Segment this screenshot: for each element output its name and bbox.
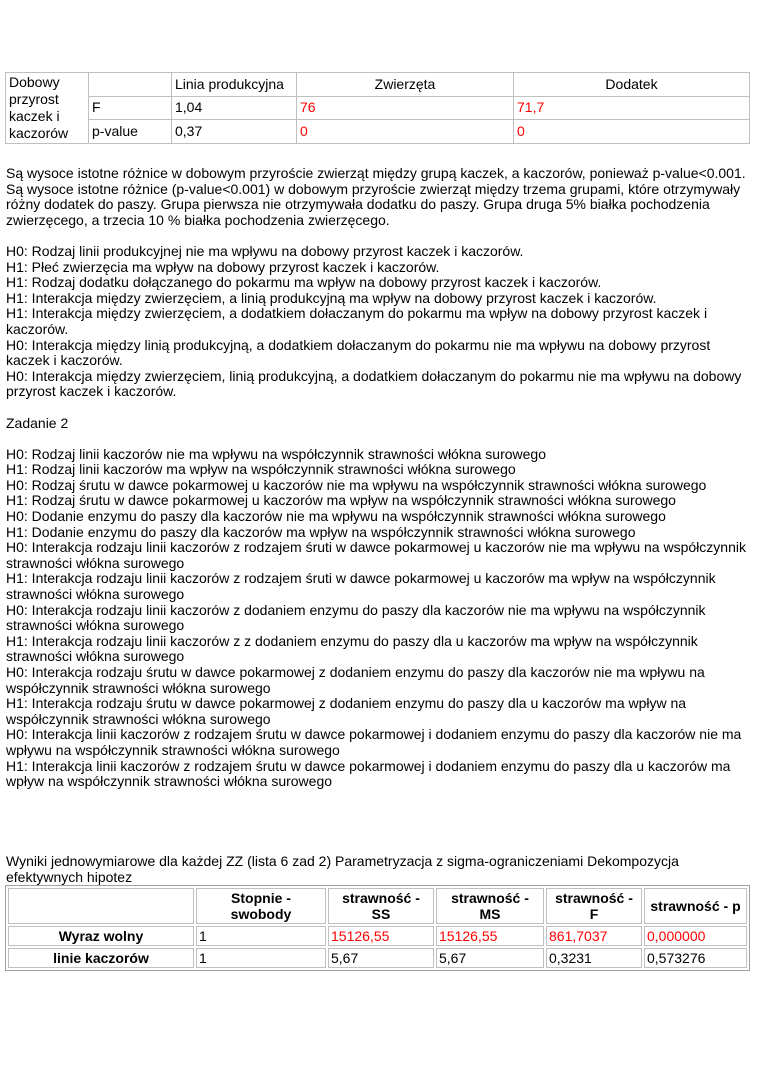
section-title: Zadanie 2 [6,414,69,431]
header-ss: strawność - SS [328,888,434,924]
hypothesis: H1: Interakcja rodzaju linii kaczorów z rodzajem śruti w dawce pokarmowej u kaczorów ma wpływ na współczynnik strawności włókna surowego [6,570,716,603]
table-header-row [6,73,750,97]
hypothesis: H1: Rodzaj dodatku dołączanego do pokarmu ma wpływ na dobowy przyrost kaczek i kaczorów. [6,274,602,291]
hypothesis: H0: Rodzaj śrutu w dawce pokarmowej u kaczorów nie ma wpływu na współczynnik strawności włókna surowego [6,476,707,493]
table-cell: 0,573276 [644,948,747,968]
hypothesis: H1: Interakcja rodzaju linii kaczorów z z dodaniem enzymu do paszy dla u kaczorów ma wpływ na współczynnik strawności włókna surowego [6,632,698,665]
table-cell: 0,3231 [546,948,642,968]
paragraph: Są wysoce istotne różnice (p-value<0.001) w dobowym przyroście zwierząt między trzema grupami, które otrzymywały różny dodatek do paszy. Grupa pierwsza nie otrzymywała dodatku do paszy. Grupa druga 5% białka pochodzenia zwierzęcego, a trzecia 10 % białka pochodzenia zwierzęcego. [6,180,741,228]
table-cell-highlight: 861,7037 [546,926,642,946]
header-linia-produkcyjna: Linia produkcyjna [172,73,297,97]
hypothesis: H0: Interakcja linii kaczorów z rodzajem śrutu w dawce pokarmowej i dodaniem enzymu do paszy dla kaczorów nie ma wpływu na współczynnik strawności włókna surowego [6,726,742,758]
header-ms: strawność - MS [436,888,544,924]
row-label: F [89,96,172,120]
table-cell: 0,37 [172,120,297,144]
header-f: strawność - F [546,888,642,924]
hypothesis: H1: Interakcja między zwierzęciem, a dodatkiem dołaczanym do pokarmu ma wpływ na dobowy przyrost kaczek i kaczorów. [6,305,708,337]
header-p: strawność - p [644,888,747,924]
table-row [8,926,747,946]
results-table [5,885,750,971]
table-cell-highlight: 0 [297,120,514,144]
hypothesis: H0: Interakcja rodzaju śrutu w dawce pokarmowej z dodaniem enzymu do paszy dla kaczorów nie ma wpływu na współczynnik strawności włókna surowego [6,664,705,696]
hypothesis: H0: Dodanie enzymu do paszy dla kaczorów nie ma wpływu na współczynnik strawności włókna surowego [6,508,666,525]
table-cell: 5,67 [328,948,434,968]
hypothesis: H0: Rodzaj linii kaczorów nie ma wpływu na współczynnik strawności włókna surowego [6,445,547,462]
hypothesis: H1: Rodzaj śrutu w dawce pokarmowej u kaczorów ma wpływ na współczynnik strawności włókna surowego [6,492,676,509]
hypothesis: H1: Interakcja rodzaju śrutu w dawce pokarmowej z dodaniem enzymu do paszy dla u kaczorów ma wpływ na współczynnik strawności włókna surowego [6,695,687,727]
hypothesis: H0: Rodzaj linii produkcyjnej nie ma wpływu na dobowy przyrost kaczek i kaczorów. [6,242,524,259]
body-text [6,166,746,790]
hypothesis: H1: Interakcja między zwierzęciem, a linią produkcyjną ma wpływ na dobowy przyrost kaczek i kaczorów. [6,289,657,306]
table-cell-highlight: 0,000000 [644,926,747,946]
header-dodatek: Dodatek [514,73,750,97]
anova-summary-table [5,72,750,144]
paragraph: Są wysoce istotne różnice w dobowym przyroście zwierząt między grupą kaczek, a kaczorów, ponieważ p-value<0.001. [6,165,746,181]
merged-row-label: Dobowy przyrost kaczek i kaczorów [6,73,89,144]
table-row [6,96,750,120]
row-label: linie kaczorów [8,948,194,968]
row-label: p-value [89,120,172,144]
table-cell-highlight: 76 [297,96,514,120]
table-cell: 1 [196,926,326,946]
hypothesis: H0: Interakcja rodzaju linii kaczorów z rodzajem śruti w dawce pokarmowej u kaczorów nie ma wpływu na współczynnik strawności włókna surowego [6,539,746,571]
table-cell-highlight: 0 [514,120,750,144]
empty-header-cell [89,73,172,97]
hypothesis: H1: Dodanie enzymu do paszy dla kaczorów ma wpływ na współczynnik strawności włókna surowego [6,523,636,540]
table-cell: 1,04 [172,96,297,120]
row-label: Wyraz wolny [8,926,194,946]
header-stopnie-swobody: Stopnie - swobody [196,888,326,924]
table-cell: 5,67 [436,948,544,968]
hypothesis: H1: Rodzaj linii kaczorów ma wpływ na współczynnik strawności włókna surowego [6,461,516,478]
table-cell-highlight: 15126,55 [328,926,434,946]
header-zwierzeta: Zwierzęta [297,73,514,97]
table-cell-highlight: 71,7 [514,96,750,120]
hypothesis: H1: Płeć zwierzęcia ma wpływ na dobowy przyrost kaczek i kaczorów. [6,258,440,275]
hypothesis: H0: Interakcja rodzaju linii kaczorów z dodaniem enzymu do paszy dla kaczorów nie ma wpływu na współczynnik strawności włókna surowego [6,601,706,634]
table-header-row [8,888,747,924]
hypothesis: H1: Interakcja linii kaczorów z rodzajem śrutu w dawce pokarmowej i dodaniem enzymu do paszy dla u kaczorów ma wpływ na współczynnik strawności włókna surowego [6,757,731,790]
hypothesis: H0: Interakcja między linią produkcyjną, a dodatkiem dołaczanym do pokarmu nie ma wpływu na dobowy przyrost kaczek i kaczorów. [6,336,711,369]
table-row [6,120,750,144]
table-cell: 1 [196,948,326,968]
empty-header-cell [8,888,194,924]
table-row [8,948,747,968]
hypothesis: H0: Interakcja między zwierzęciem, linią produkcyjną, a dodatkiem dołaczanym do pokarmu nie ma wpływu na dobowy przyrost kaczek i kaczorów. [6,367,742,400]
table-cell-highlight: 15126,55 [436,926,544,946]
results-caption: Wyniki jednowymiarowe dla każdej ZZ (lista 6 zad 2) Parametryzacja z sigma-ograniczeniami Dekompozycja efektywnych hipotez [6,853,679,885]
